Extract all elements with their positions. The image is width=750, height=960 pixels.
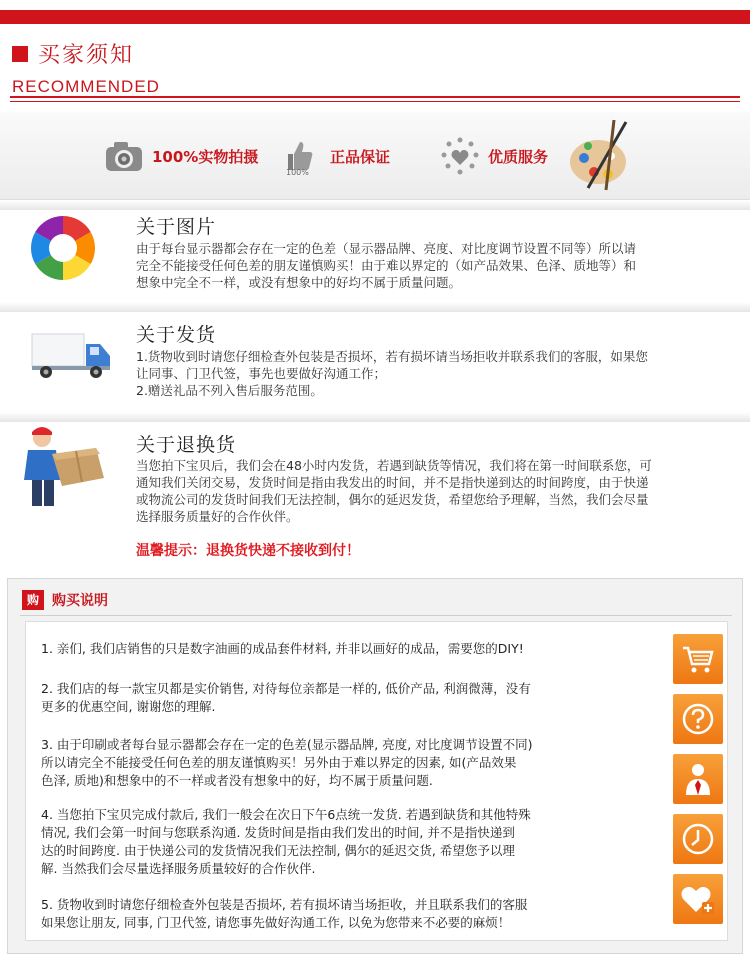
page-subtitle: RECOMMENDED xyxy=(12,77,160,96)
buy-tag-icon: 购 xyxy=(22,590,44,610)
purchase-content xyxy=(25,621,728,941)
text-line: 4. 当您拍下宝贝完成付款后, 我们一般会在次日下午6点统一发货. 若遇到缺货和其他特殊 xyxy=(41,807,531,822)
badge-authentic-percent: 100% xyxy=(286,168,309,177)
heart-wreath-icon xyxy=(440,136,480,176)
list-item xyxy=(41,896,653,932)
page-header xyxy=(12,38,160,97)
clock-icon xyxy=(673,814,723,864)
text-line: 完全不能接受任何色差的朋友谨慎购买！由于难以界定的（如产品效果、色泽、质地等）和 xyxy=(136,258,637,273)
purchase-title: 购买说明 xyxy=(52,593,108,609)
text-line: 或物流公司的发货时间我们无法控制，偶尔的延迟发货，希望您给予理解，当然，我们会尽量 xyxy=(136,492,649,507)
paint-palette-icon xyxy=(566,118,636,196)
text-line: 解. 当然我们会尽量选择服务质量较好的合作伙伴. xyxy=(41,861,316,876)
section-body-shipping xyxy=(136,348,726,399)
text-line: 5. 货物收到时请您仔细检查外包装是否损坏, 若有损坏请当场拒收，并且联系我们的客服 xyxy=(41,897,528,912)
text-line: 1.货物收到时请您仔细检查外包装是否损坏，若有损坏请当场拒收并联系我们的客服，如果您 xyxy=(136,349,648,364)
section-body-pictures xyxy=(136,240,726,291)
section-separator xyxy=(0,200,750,210)
header-divider-thin xyxy=(10,101,740,102)
badge-label: 正品保证 xyxy=(330,147,391,166)
list-item xyxy=(41,806,653,878)
badge-authentic xyxy=(282,112,390,200)
text-line: 2. 我们店的每一款宝贝都是实价销售, 对待每位亲都是一样的, 低价产品, 利润微薄，没有 xyxy=(41,681,531,696)
section-title-returns: 关于退换货 xyxy=(136,434,237,456)
customer-service-icon xyxy=(673,754,723,804)
purchase-instructions-panel xyxy=(7,578,743,954)
text-line: 色泽, 质地)和想象中的不一样或者没有想象中的好，均不属于质量问题. xyxy=(41,773,433,788)
list-item xyxy=(41,640,653,658)
section-title-pictures: 关于图片 xyxy=(136,216,217,238)
badge-label: 100%实物拍摄 xyxy=(152,147,259,166)
courier-box-icon xyxy=(20,424,108,512)
section-separator xyxy=(0,302,750,312)
purchase-divider xyxy=(20,615,732,616)
text-line: 2.赠送礼品不列入售后服务范围。 xyxy=(136,383,323,398)
camera-icon xyxy=(104,139,144,173)
delivery-truck-icon xyxy=(30,330,112,380)
badge-service xyxy=(440,112,548,200)
text-line: 通知我们关闭交易，发货时间是指由我发出的时间，并不是指快递到达的时间跨度，由于快递 xyxy=(136,475,649,490)
list-item xyxy=(41,680,653,716)
question-icon xyxy=(673,694,723,744)
text-line: 如果您让朋友, 同事, 门卫代签, 请您事先做好沟通工作, 以免为您带来不必要的麻烦！ xyxy=(41,915,511,930)
text-line: 达的时间跨度. 由于快递公司的发货情况我们无法控制, 偶尔的延迟交货, 希望您予以理 xyxy=(41,843,515,858)
text-line: 由于每台显示器都会存在一定的色差（显示器品牌、亮度、对比度调节设置不同等）所以请 xyxy=(136,241,637,256)
text-line: 3. 由于印刷或者每台显示器都会存在一定的色差(显示器品牌, 亮度, 对比度调节设置不同) xyxy=(41,737,533,752)
text-line: 所以请完全不能接受任何色差的朋友谨慎购买！另外由于难以界定的因素, 如(产品效果 xyxy=(41,755,517,770)
section-body-returns xyxy=(136,457,726,525)
badge-label: 优质服务 xyxy=(488,147,549,166)
badge-real-photo xyxy=(104,112,258,200)
page-title: 买家须知 xyxy=(38,43,135,68)
text-line: 更多的优惠空间, 谢谢您的理解. xyxy=(41,699,216,714)
text-line: 想象中完全不一样，或没有想象中的好均不属于质量问题。 xyxy=(136,275,462,290)
text-line: 情况, 我们会第一时间与您联系沟通. 发货时间是指由我们发出的时间, 并不是指快递到 xyxy=(41,825,515,840)
text-line: 让同事、门卫代签，事先也要做好沟通工作； xyxy=(136,366,387,381)
warm-tip: 温馨提示：退换货快递不接收到付！ xyxy=(136,543,360,559)
heart-plus-icon xyxy=(673,874,723,924)
color-wheel-icon xyxy=(30,215,96,281)
text-line: 选择服务质量好的合作伙伴。 xyxy=(136,509,299,524)
shopping-cart-icon xyxy=(673,634,723,684)
list-item xyxy=(41,736,653,790)
section-title-shipping: 关于发货 xyxy=(136,324,217,346)
section-separator xyxy=(0,412,750,422)
header-divider xyxy=(10,96,740,98)
guarantee-strip xyxy=(0,112,750,200)
text-line: 1. 亲们, 我们店销售的只是数字油画的成品套件材料, 并非以画好的成品，需要您的DIY! xyxy=(41,641,524,656)
purchase-header xyxy=(22,590,108,610)
text-line: 当您拍下宝贝后，我们会在48小时内发货，若遇到缺货等情况，我们将在第一时间联系您，可 xyxy=(136,458,652,473)
top-red-bar xyxy=(0,10,750,24)
header-square-icon xyxy=(12,46,28,62)
